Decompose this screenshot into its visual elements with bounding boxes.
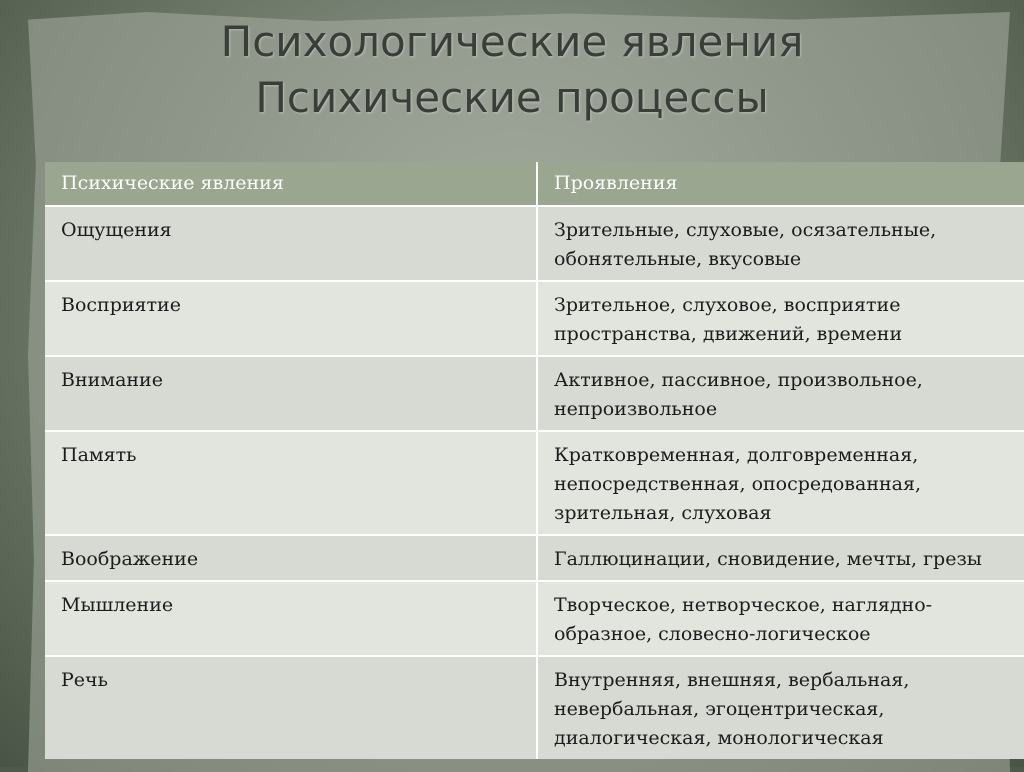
phenomenon-cell: Восприятие — [45, 281, 537, 356]
table-row — [45, 656, 1024, 759]
phenomenon-cell: Мышление — [45, 581, 537, 656]
table-row — [45, 356, 1024, 431]
manifestations-cell: Зрительные, слуховые, осязательные, обонятельные, вкусовые — [537, 206, 1024, 281]
phenomenon-cell: Речь — [45, 656, 537, 759]
slide-title-line-2: Психические процессы — [255, 73, 769, 122]
slide-title — [0, 14, 1024, 126]
phenomenon-cell: Ощущения — [45, 206, 537, 281]
manifestations-cell: Зрительное, слуховое, восприятие пространства, движений, времени — [537, 281, 1024, 356]
table-row — [45, 281, 1024, 356]
phenomenon-cell: Воображение — [45, 535, 537, 581]
manifestations-cell: Внутренняя, внешняя, вербальная, невербальная, эгоцентрическая, диалогическая, монологическая — [537, 656, 1024, 759]
phenomenon-cell: Внимание — [45, 356, 537, 431]
header-manifestations: Проявления — [537, 162, 1024, 206]
manifestations-cell: Активное, пассивное, произвольное, непроизвольное — [537, 356, 1024, 431]
manifestations-cell: Кратковременная, долговременная, непосредственная, опосредованная, зрительная, слуховая — [537, 431, 1024, 535]
table-header-row — [45, 162, 1024, 206]
table-row — [45, 206, 1024, 281]
header-phenomena: Психические явления — [45, 162, 537, 206]
table-row — [45, 535, 1024, 581]
phenomenon-cell: Память — [45, 431, 537, 535]
manifestations-cell: Творческое, нетворческое, наглядно-образное, словесно-логическое — [537, 581, 1024, 656]
manifestations-cell: Галлюцинации, сновидение, мечты, грезы — [537, 535, 1024, 581]
phenomena-table — [45, 162, 1024, 759]
table-row — [45, 581, 1024, 656]
table-row — [45, 431, 1024, 535]
slide-title-line-1: Психологические явления — [220, 17, 804, 66]
